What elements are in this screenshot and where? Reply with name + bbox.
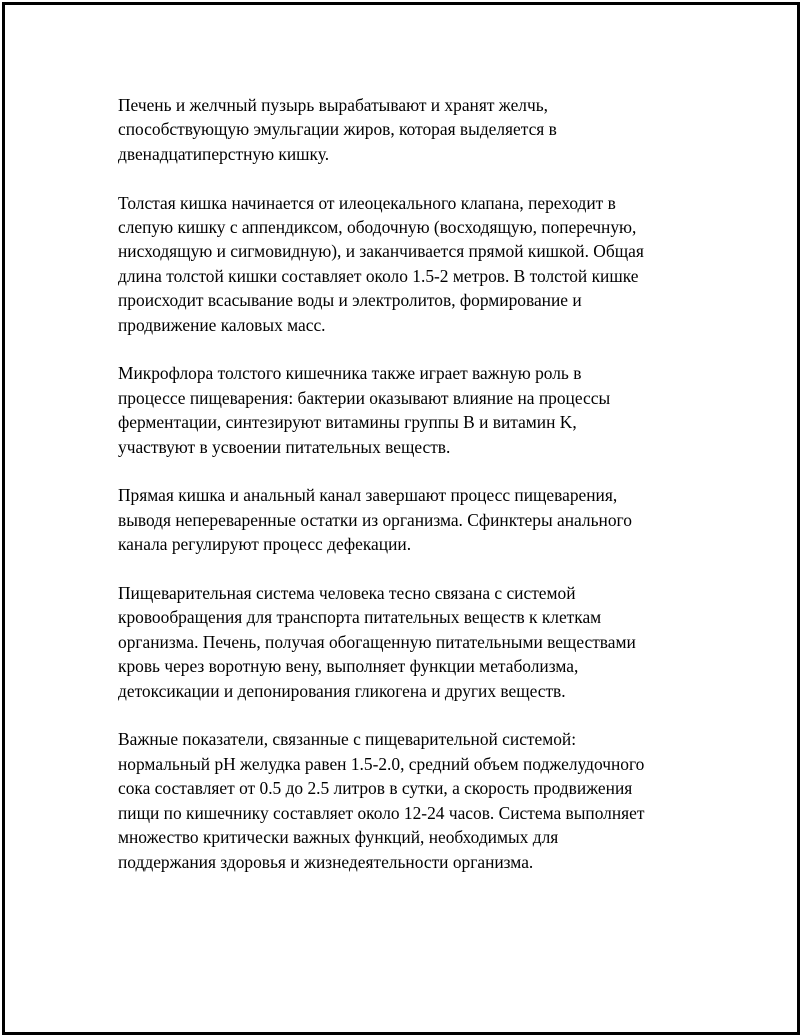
text-line: продвижение каловых масс. [118, 314, 326, 335]
text-line: Микрофлора толстого кишечника также играет важную роль в [118, 363, 582, 384]
text-line: нормальный pH желудка равен 1.5-2.0, средний объем поджелудочного [118, 753, 645, 774]
paragraph-large-intestine [118, 191, 718, 337]
text-line: поддержания здоровья и жизнедеятельности организма. [118, 851, 534, 872]
text-line: пищи по кишечнику составляет около 12-24 часов. Система выполняет [118, 802, 645, 823]
text-line: слепую кишку с аппендиксом, ободочную (восходящую, поперечную, [118, 217, 637, 238]
paragraph-indicators [118, 727, 718, 873]
paragraph-circulation [118, 581, 718, 703]
paragraph-microflora [118, 361, 718, 459]
text-line: происходит всасывание воды и электролитов, формирование и [118, 290, 582, 311]
text-line: нисходящую и сигмовидную), и заканчивается прямой кишкой. Общая [118, 241, 644, 262]
text-line: множество критически важных функций, необходимых для [118, 827, 559, 848]
text-line: длина толстой кишки составляет около 1.5-2 метров. В толстой кишке [118, 265, 639, 286]
text-line: организма. Печень, получая обогащенную питательными веществами [118, 631, 636, 652]
text-line: сока составляет от 0.5 до 2.5 литров в сутки, а скорость продвижения [118, 778, 633, 799]
document-body [118, 93, 718, 898]
text-line: кровообращения для транспорта питательных веществ к клеткам [118, 607, 602, 628]
paragraph-bile [118, 93, 718, 166]
text-line: Толстая кишка начинается от илеоцекального клапана, переходит в [118, 192, 616, 213]
text-line: Важные показатели, связанные с пищеварительной системой: [118, 729, 577, 750]
text-line: Пищеварительная система человека тесно связана с системой [118, 583, 576, 604]
text-line: двенадцатиперстную кишку. [118, 143, 330, 164]
text-line: канала регулируют процесс дефекации. [118, 534, 412, 555]
paragraph-rectum [118, 483, 718, 556]
text-line: способствующую эмульгации жиров, которая выделяется в [118, 119, 557, 140]
text-line: ферментации, синтезируют витамины группы B и витамин K, [118, 412, 577, 433]
text-line: процессе пищеварения: бактерии оказывают влияние на процессы [118, 387, 611, 408]
text-line: выводя непереваренные остатки из организма. Сфинктеры анального [118, 509, 632, 530]
text-line: кровь через воротную вену, выполняет функции метаболизма, [118, 656, 579, 677]
text-line: участвуют в усвоении питательных веществ. [118, 436, 451, 457]
text-line: Печень и желчный пузырь вырабатывают и хранят желчь, [118, 95, 549, 115]
text-line: детоксикации и депонирования гликогена и других веществ. [118, 680, 566, 701]
text-line: Прямая кишка и анальный канал завершают процесс пищеварения, [118, 485, 618, 506]
